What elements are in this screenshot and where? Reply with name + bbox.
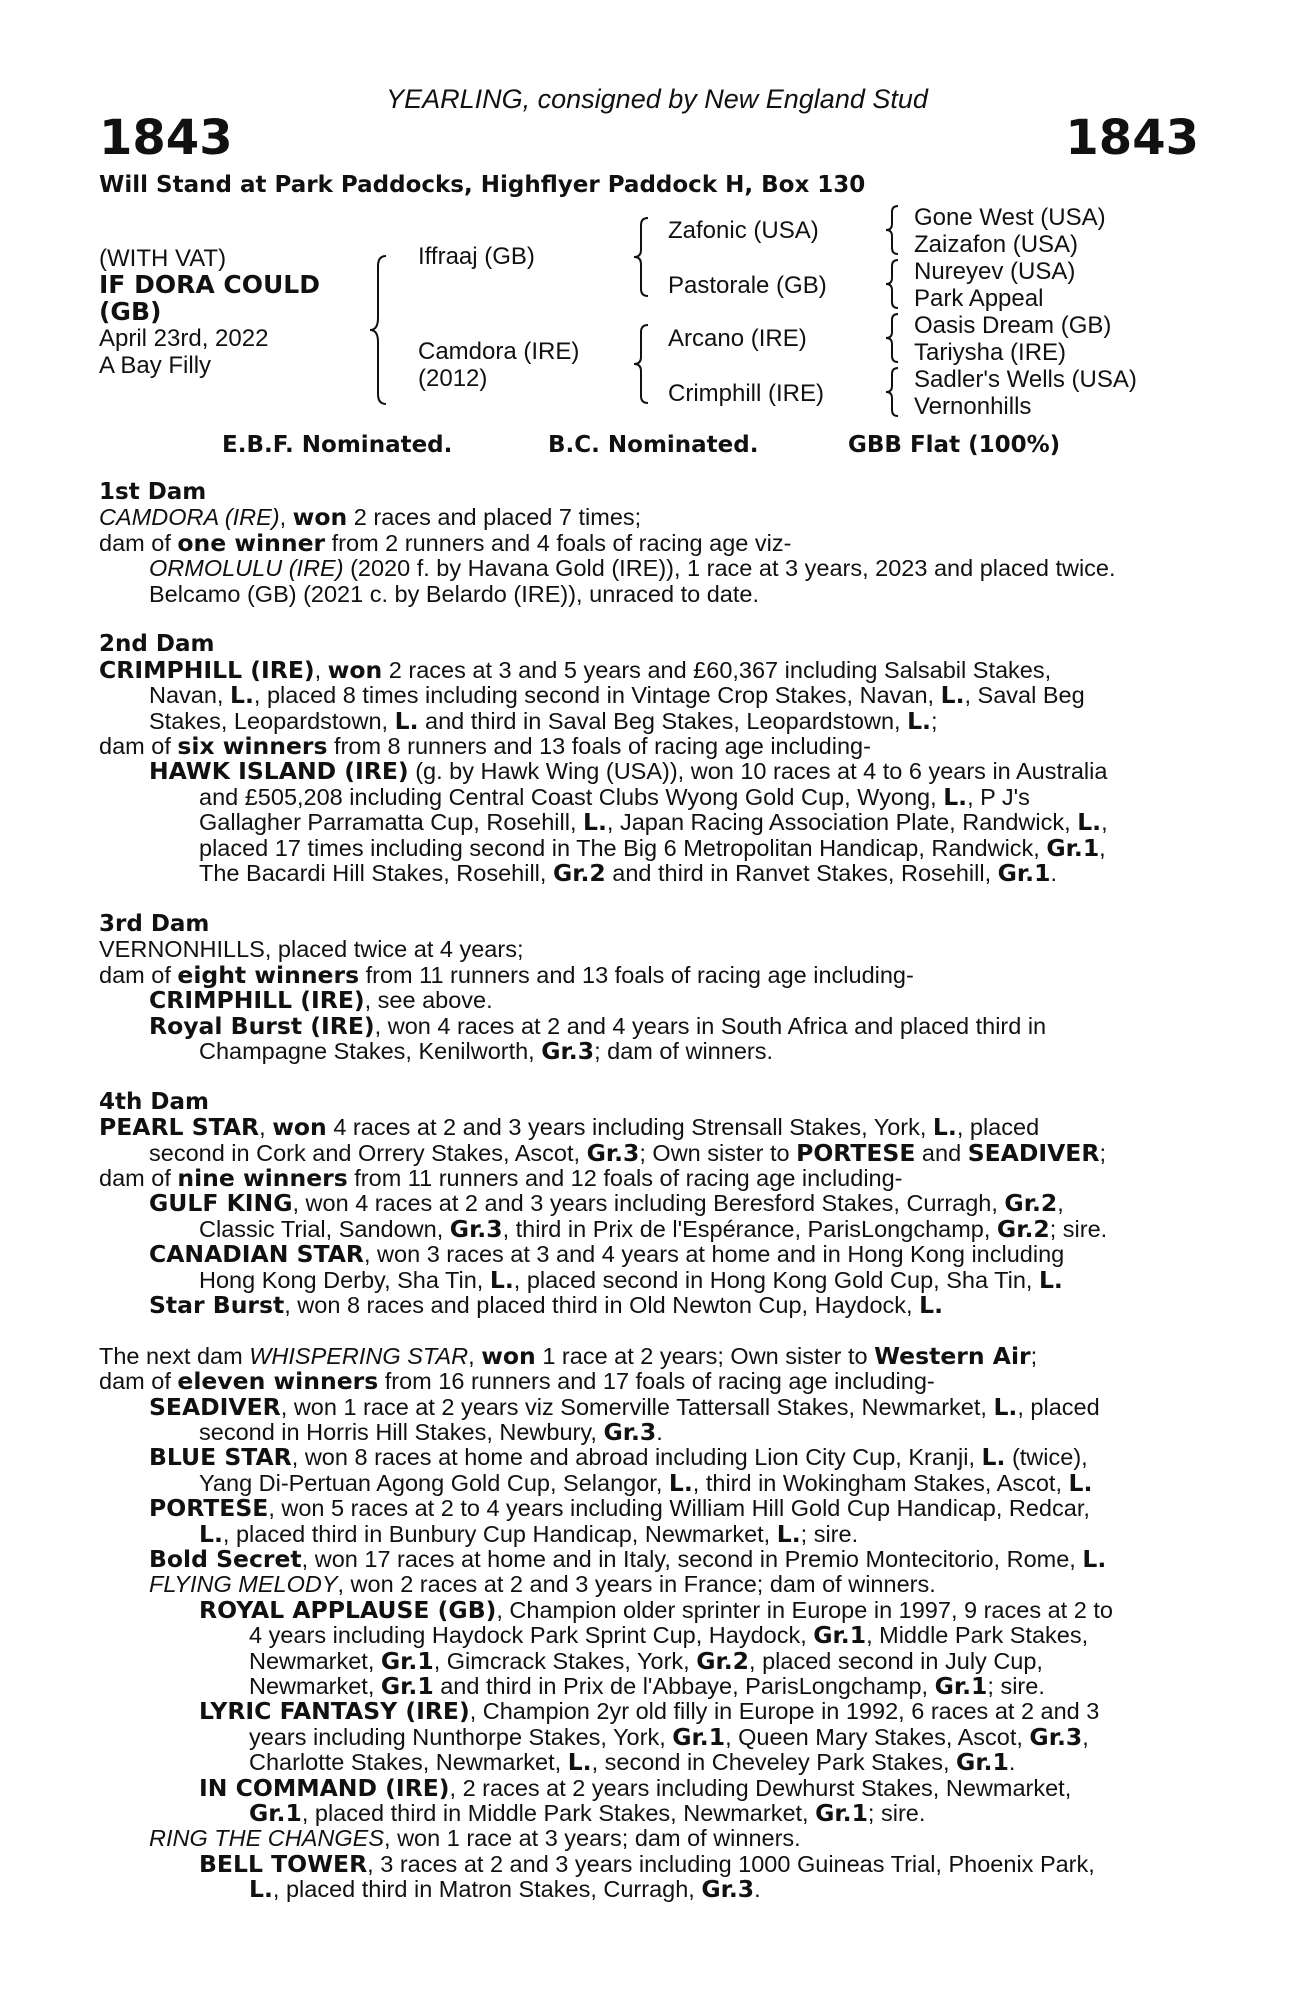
section-heading: 3rd Dam: [99, 910, 210, 937]
produce-entry: CRIMPHILL (IRE), see above.: [149, 986, 493, 1015]
produce-entry: Royal Burst (IRE), won 4 races at 2 and 4 years in South Africa and placed third in: [149, 1011, 1047, 1040]
dam-produce-summary: dam of nine winners from 11 runners and 12 foals of racing age including-: [99, 1163, 903, 1192]
dam-line: CRIMPHILL (IRE), won 2 races at 3 and 5 years and £60,367 including Salsabil Stakes,: [99, 655, 1052, 684]
gen3-dam-dam-sire: Sadler's Wells (USA): [914, 366, 1137, 393]
produce-entry-cont: and £505,208 including Central Coast Clubs Wyong Gold Cup, Wyong, L., P J's: [199, 782, 1030, 811]
dam-produce-summary: dam of eleven winners from 16 runners and 17 foals of racing age including-: [99, 1367, 935, 1396]
pedigree-brace-g3-1: [884, 204, 902, 256]
produce-entry: IN COMMAND (IRE), 2 races at 2 years including Dewhurst Stakes, Newmarket,: [199, 1773, 1072, 1802]
section-heading: 2nd Dam: [99, 631, 215, 658]
bc-nomination: B.C. Nominated.: [548, 432, 759, 458]
section-heading: 4th Dam: [99, 1088, 209, 1115]
dam-line: PEARL STAR, won 4 races at 2 and 3 years including Strensall Stakes, York, L., placed: [99, 1113, 1040, 1142]
produce-entry: RING THE CHANGES, won 1 race at 3 years; dam of winners.: [149, 1825, 801, 1852]
dam-line-cont: Navan, L., placed 8 times including second in Vintage Crop Stakes, Navan, L., Saval Beg: [149, 681, 1085, 710]
produce-entry-cont: 4 years including Haydock Park Sprint Cup, Haydock, Gr.1, Middle Park Stakes,: [249, 1621, 1089, 1650]
consigned-line: YEARLING, consigned by New England Stud: [386, 84, 928, 114]
foaling-date: April 23rd, 2022: [99, 325, 269, 352]
produce-entry-cont: Charlotte Stakes, Newmarket, L., second in Cheveley Park Stakes, Gr.1.: [249, 1748, 1016, 1777]
dam-line-cont: Stakes, Leopardstown, L. and third in Saval Beg Stakes, Leopardstown, L.;: [149, 706, 938, 735]
fourth-dam-section: [99, 1090, 1199, 1319]
dam-line: The next dam WHISPERING STAR, won 1 race at 2 years; Own sister to Western Air;: [99, 1341, 1038, 1370]
pedigree-brace-main: [368, 254, 392, 406]
produce-entry: FLYING MELODY, won 2 races at 2 and 3 years in France; dam of winners.: [149, 1571, 936, 1598]
dam-produce-summary: dam of six winners from 8 runners and 13 foals of racing age including-: [99, 732, 871, 761]
produce-entry-cont: years including Nunthorpe Stakes, York, Gr.1, Queen Mary Stakes, Ascot, Gr.3,: [249, 1722, 1089, 1751]
produce-entry: GULF KING, won 4 races at 2 and 3 years including Beresford Stakes, Curragh, Gr.2,: [149, 1189, 1064, 1218]
produce-entry: ROYAL APPLAUSE (GB), Champion older sprinter in Europe in 1997, 9 races at 2 to: [199, 1595, 1113, 1624]
dam-produce-summary: dam of eight winners from 11 runners and 13 foals of racing age including-: [99, 960, 914, 989]
produce-entry: LYRIC FANTASY (IRE), Champion 2yr old filly in Europe in 1992, 6 races at 2 and 3: [199, 1697, 1100, 1726]
sire-name: Iffraaj (GB): [418, 243, 535, 270]
produce-entry-cont: L., placed third in Matron Stakes, Curragh, Gr.3.: [249, 1875, 761, 1904]
dam-sire: Arcano (IRE): [668, 325, 807, 352]
gen3-sire-sire-dam: Zaizafon (USA): [914, 231, 1079, 258]
dam-dam: Crimphill (IRE): [668, 380, 824, 407]
lot-number-right: 1843: [1065, 110, 1199, 166]
produce-entry: BELL TOWER, 3 races at 2 and 3 years including 1000 Guineas Trial, Phoenix Park,: [199, 1849, 1095, 1878]
produce-entry: Bold Secret, won 17 races at home and in Italy, second in Premio Montecitorio, Rome, L.: [149, 1545, 1107, 1573]
gbb-flat: GBB Flat (100%): [848, 432, 1061, 458]
produce-entry-cont: Hong Kong Derby, Sha Tin, L., placed second in Hong Kong Gold Cup, Sha Tin, L.: [199, 1265, 1063, 1294]
gen3-sire-dam-sire: Nureyev (USA): [914, 258, 1076, 285]
horse-name: IF DORA COULD: [99, 270, 320, 299]
produce-entry-cont: placed 17 times including second in The Big 6 Metropolitan Handicap, Randwick, Gr.1,: [199, 833, 1106, 862]
vat-note: (WITH VAT): [99, 245, 227, 272]
pedigree-brace-dam: [632, 323, 654, 405]
pedigree-brace-sire: [632, 216, 654, 298]
stand-location: Will Stand at Park Paddocks, Highflyer Paddock H, Box 130: [99, 172, 866, 198]
pedigree-brace-g3-2: [884, 258, 902, 310]
produce-entry-cont: Gallagher Parramatta Cup, Rosehill, L., Japan Racing Association Plate, Randwick, L.,: [199, 808, 1108, 837]
horse-name-country: (GB): [99, 297, 162, 326]
produce-entry: PORTESE, won 5 races at 2 to 4 years including William Hill Gold Cup Handicap, Redcar,: [149, 1494, 1090, 1523]
produce-record: [99, 480, 1199, 1903]
pedigree-brace-g3-4: [884, 366, 902, 418]
produce-entry-cont: L., placed third in Bunbury Cup Handicap, Newmarket, L.; sire.: [199, 1519, 859, 1548]
dam-year: (2012): [418, 365, 488, 392]
produce-entry-cont: Yang Di-Pertuan Agong Gold Cup, Selangor, L., third in Wokingham Stakes, Ascot, L.: [199, 1468, 1093, 1497]
gen3-sire-dam-dam: Park Appeal: [914, 285, 1044, 312]
produce-entry: BLUE STAR, won 8 races at home and abroad including Lion City Cup, Kranji, L. (twice),: [149, 1443, 1088, 1472]
produce-entry: ORMOLULU (IRE) (2020 f. by Havana Gold (IRE)), 1 race at 3 years, 2023 and placed twice.: [149, 555, 1116, 582]
dam-line-cont: second in Cork and Orrery Stakes, Ascot, Gr.3; Own sister to PORTESE and SEADIVER;: [149, 1138, 1106, 1167]
horse-description: A Bay Filly: [99, 352, 212, 379]
produce-entry: Belcamo (GB) (2021 c. by Belardo (IRE)), unraced to date.: [149, 580, 759, 607]
produce-entry-cont: second in Horris Hill Stakes, Newbury, Gr.3.: [199, 1417, 663, 1446]
third-dam-section: [99, 912, 1199, 1064]
produce-entry-cont: Newmarket, Gr.1, Gimcrack Stakes, York, Gr.2, placed second in July Cup,: [249, 1646, 1043, 1675]
second-dam-section: [99, 632, 1199, 886]
gen3-dam-sire-sire: Oasis Dream (GB): [914, 312, 1112, 339]
ebf-nomination: E.B.F. Nominated.: [222, 432, 453, 458]
dam-name: Camdora (IRE): [418, 338, 580, 365]
gen3-dam-sire-dam: Tariysha (IRE): [914, 339, 1067, 366]
produce-entry-cont: Champagne Stakes, Kenilworth, Gr.3; dam of winners.: [199, 1036, 773, 1065]
produce-entry-cont: Newmarket, Gr.1 and third in Prix de l'Abbaye, ParisLongchamp, Gr.1; sire.: [249, 1672, 1045, 1701]
lot-number-left: 1843: [99, 110, 233, 166]
gen3-dam-dam-dam: Vernonhills: [914, 393, 1032, 420]
produce-entry: Star Burst, won 8 races and placed third in Old Newton Cup, Haydock, L.: [149, 1290, 943, 1319]
produce-entry: HAWK ISLAND (IRE) (g. by Hawk Wing (USA)), won 10 races at 4 to 6 years in Australia: [149, 757, 1108, 786]
produce-entry-cont: Classic Trial, Sandown, Gr.3, third in Prix de l'Espérance, ParisLongchamp, Gr.2; sire.: [199, 1214, 1108, 1243]
dam-produce-summary: dam of one winner from 2 runners and 4 foals of racing age viz-: [99, 528, 792, 557]
sire-sire: Zafonic (USA): [668, 217, 819, 244]
produce-entry: SEADIVER, won 1 race at 2 years viz Somerville Tattersall Stakes, Newmarket, L., placed: [149, 1392, 1100, 1421]
gen3-sire-sire-sire: Gone West (USA): [914, 204, 1106, 231]
sire-dam: Pastorale (GB): [668, 272, 827, 299]
section-heading: 1st Dam: [99, 479, 207, 505]
produce-entry-cont: Gr.1, placed third in Middle Park Stakes, Newmarket, Gr.1; sire.: [249, 1799, 926, 1828]
produce-entry-cont: The Bacardi Hill Stakes, Rosehill, Gr.2 and third in Ranvet Stakes, Rosehill, Gr.1.: [199, 859, 1057, 888]
next-dam-section: [99, 1341, 1199, 1904]
first-dam-section: [99, 480, 1199, 607]
produce-entry: CANADIAN STAR, won 3 races at 3 and 4 years at home and in Hong Kong including: [149, 1240, 1065, 1269]
pedigree-brace-g3-3: [884, 312, 902, 364]
dam-line: CAMDORA (IRE), won 2 races and placed 7 times;: [99, 503, 642, 532]
dam-line: VERNONHILLS, placed twice at 4 years;: [99, 936, 524, 963]
